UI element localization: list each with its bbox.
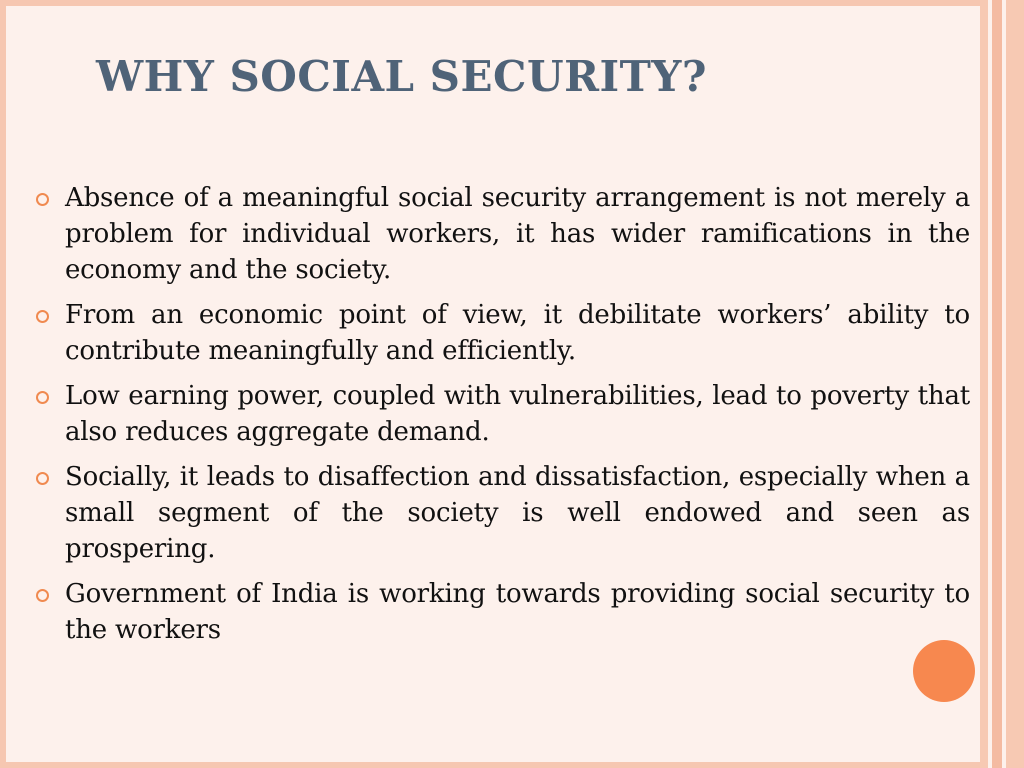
ring-bullet-icon bbox=[36, 193, 49, 206]
slide-title: WHY SOCIAL SECURITY? bbox=[96, 52, 707, 101]
bullet-list bbox=[36, 180, 970, 657]
bullet-text: Government of India is working towards providing social security to the workers bbox=[65, 579, 970, 645]
ring-bullet-icon bbox=[36, 310, 49, 323]
ring-bullet-icon bbox=[36, 472, 49, 485]
bullet-item bbox=[36, 378, 970, 450]
bullet-item bbox=[36, 180, 970, 288]
ring-bullet-icon bbox=[36, 589, 49, 602]
bullet-item bbox=[36, 459, 970, 567]
ring-bullet-icon bbox=[36, 391, 49, 404]
right-stripe bbox=[980, 0, 988, 768]
bullet-text: Socially, it leads to disaffection and dissatisfaction, especially when a small segment of the society is well endowed and seen as prospering. bbox=[65, 462, 970, 564]
right-stripe bbox=[992, 0, 1002, 768]
frame-left-border bbox=[0, 0, 6, 768]
frame-bottom-border bbox=[0, 762, 1024, 768]
frame-top-border bbox=[0, 0, 1024, 6]
bullet-item bbox=[36, 576, 970, 648]
bullet-text: Low earning power, coupled with vulnerabilities, lead to poverty that also reduces aggregate demand. bbox=[65, 381, 970, 447]
decorative-orange-circle bbox=[913, 640, 975, 702]
right-stripe bbox=[1006, 0, 1024, 768]
bullet-text: Absence of a meaningful social security arrangement is not merely a problem for individual workers, it has wider ramifications in the economy and the society. bbox=[65, 183, 970, 285]
bullet-text: From an economic point of view, it debilitate workers’ ability to contribute meaningfully and efficiently. bbox=[65, 300, 970, 366]
bullet-item bbox=[36, 297, 970, 369]
